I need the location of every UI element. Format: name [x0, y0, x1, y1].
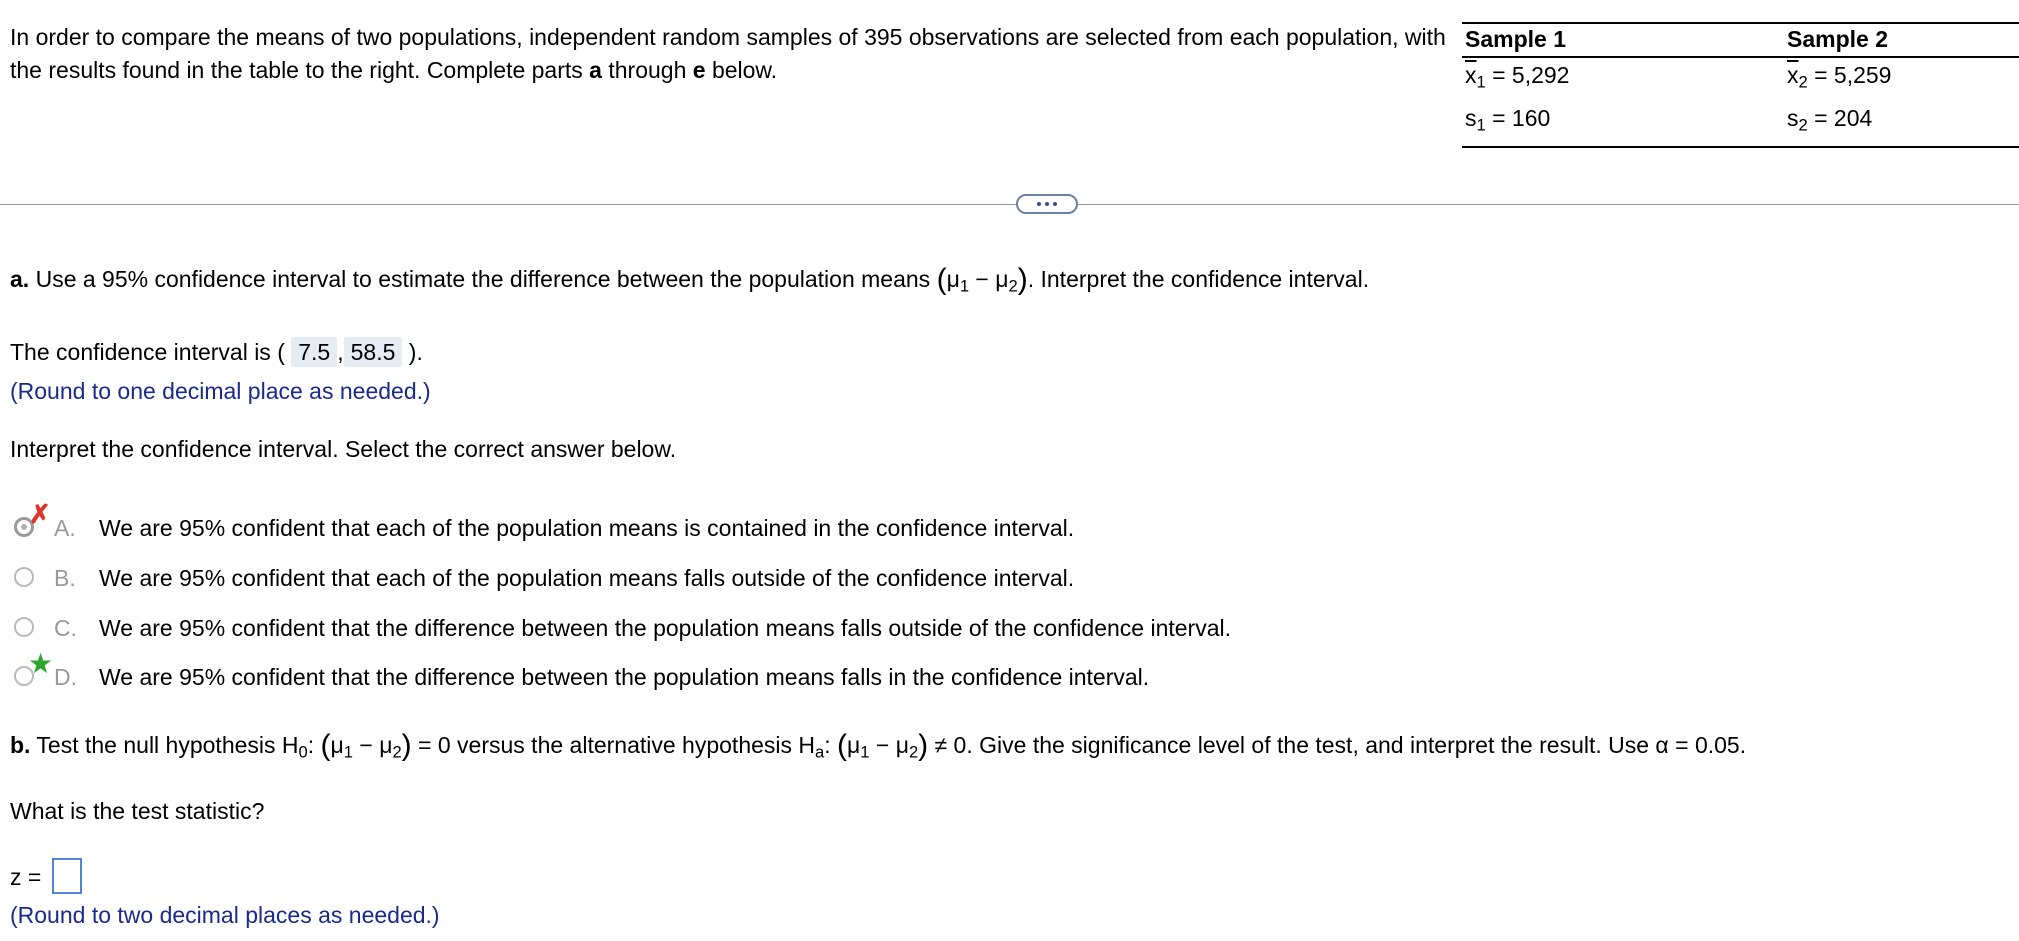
expand-ellipsis-icon[interactable]: [1016, 194, 1078, 214]
incorrect-x-icon: ✗: [29, 499, 51, 529]
correct-star-icon: ★: [28, 648, 54, 679]
confidence-interval-answer: The confidence interval is ( 7.5 , 58.5 ).: [10, 339, 423, 365]
option-c-text: We are 95% confident that the difference between the population means falls outside of the confidence interval.: [99, 615, 1231, 641]
interpret-prompt: Interpret the confidence interval. Select the correct answer below.: [10, 436, 677, 462]
option-a-text: We are 95% confident that each of the population means is contained in the confidence interval.: [99, 515, 1075, 541]
table-cell-x1: $\overline{x}_1 = 5,292$: [1465, 62, 1570, 92]
test-statistic-prompt: What is the test statistic?: [10, 798, 265, 824]
option-d-text: We are 95% confident that the difference between the population means falls in the confidence interval.: [99, 664, 1150, 690]
ci-upper-answer: 58.5: [344, 337, 403, 367]
option-b-letter: B.: [54, 565, 76, 591]
intro-text: In order to compare the means of two populations, independent random samples of 395 observations are selected from each population, with the results found in the table to the right. Complete parts a through e below.: [10, 24, 1446, 83]
round-note-b: (Round to two decimal places as needed.): [10, 902, 440, 928]
part-b-question: b. Test the null hypothesis $H_0$: $(\mu_1 - \mu_2) = 0$ versus the alternative hypothesis $H_a$: $(\mu_1 - \mu_2) \ne 0$. Give the significance level of the test, and interpret the result. Use α = 0.05.: [10, 729, 1747, 762]
table-cell-s2: $s_2 = 204$: [1787, 105, 1873, 135]
round-note-a: (Round to one decimal place as needed.): [10, 378, 431, 404]
radio-option-c[interactable]: [14, 617, 34, 637]
part-a-question: a. Use a 95% confidence interval to estimate the difference between the population means $(\mu_1 - \mu_2)$. Interpret the confidence interval.: [10, 263, 1370, 296]
ci-lower-answer: 7.5: [291, 337, 337, 367]
z-label: z =: [10, 864, 42, 890]
table-cell-x2: $\overline{x}_2 = 5,259$: [1787, 62, 1892, 92]
table-cell-s1: $s_1 = 160$: [1465, 105, 1551, 135]
option-b-text: We are 95% confident that each of the population means falls outside of the confidence interval.: [99, 565, 1075, 591]
table-header-sample-1: Sample 1: [1465, 26, 1566, 52]
option-a-letter: A.: [54, 515, 76, 541]
option-d-letter: D.: [54, 664, 77, 690]
z-input[interactable]: [52, 858, 82, 894]
radio-option-b[interactable]: [14, 567, 34, 587]
table-header-sample-2: Sample 2: [1787, 26, 1888, 52]
option-c-letter: C.: [54, 615, 77, 641]
section-divider: [0, 204, 2019, 205]
